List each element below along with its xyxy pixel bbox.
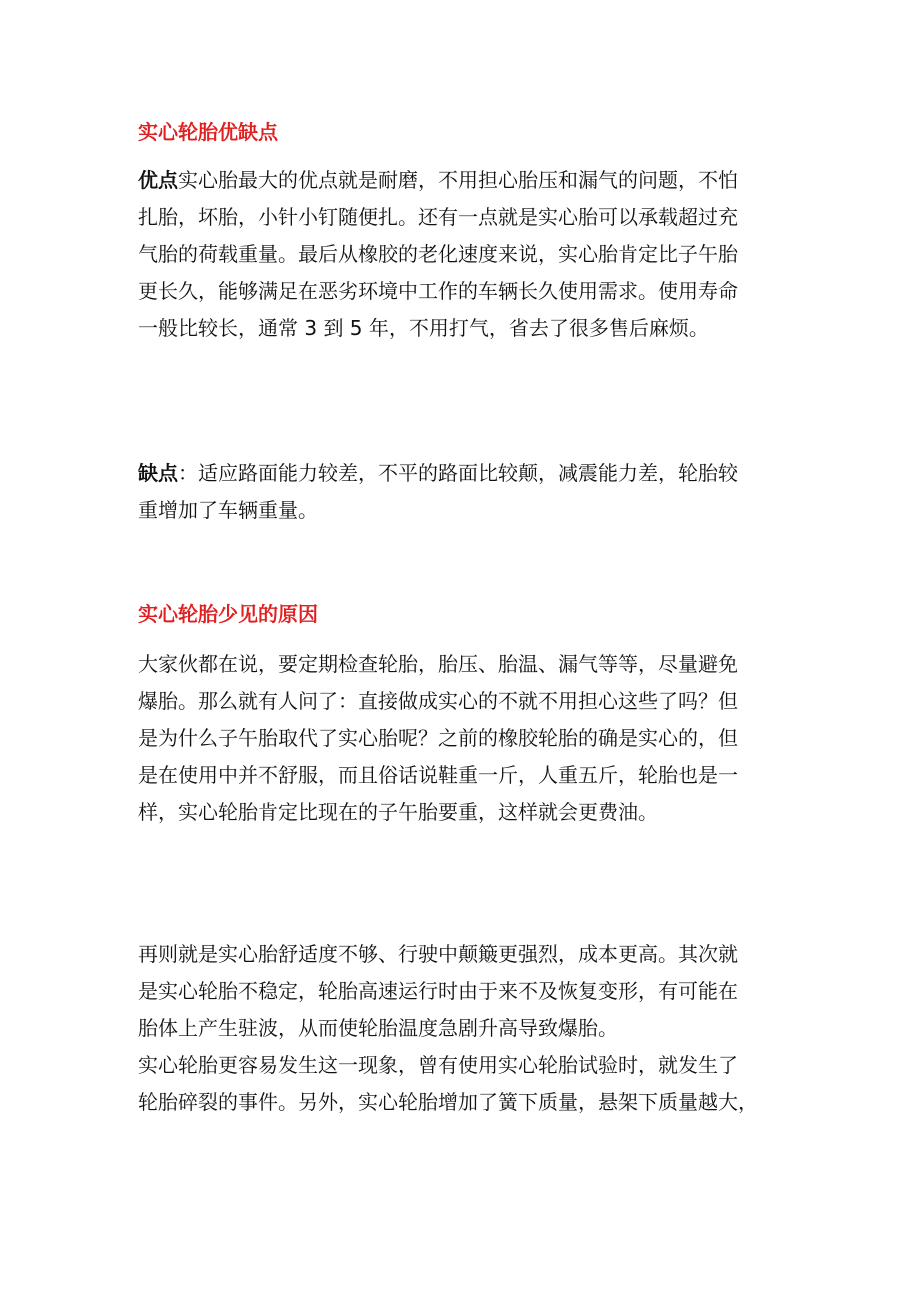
pros-line-4: 更长久，能够满足在恶劣环境中工作的车辆长久使用需求。使用寿命 bbox=[138, 279, 738, 303]
reasons-p1-line-4: 是在使用中并不舒服，而且俗话说鞋重一斤，人重五斤，轮胎也是一 bbox=[138, 763, 738, 787]
cons-lead: 缺点 bbox=[138, 461, 178, 485]
reasons-p2-line-4: 实心轮胎更容易发生这一现象，曾有使用实心轮胎试验时，就发生了 bbox=[138, 1053, 738, 1077]
reasons-p2-line-3: 胎体上产生驻波，从而使轮胎温度急剧升高导致爆胎。 bbox=[138, 1016, 618, 1040]
reasons-paragraph-1 bbox=[138, 646, 788, 831]
cons-paragraph bbox=[138, 455, 788, 529]
pros-line-2: 扎胎，坏胎，小针小钉随便扎。还有一点就是实心胎可以承载超过充 bbox=[138, 205, 738, 229]
pros-line-3: 气胎的荷载重量。最后从橡胶的老化速度来说，实心胎肯定比子午胎 bbox=[138, 242, 738, 266]
reasons-p2-line-5: 轮胎碎裂的事件。另外，实心轮胎增加了簧下质量，悬架下质量越大， bbox=[138, 1090, 758, 1114]
reasons-p1-line-3: 是为什么子午胎取代了实心胎呢？之前的橡胶轮胎的确是实心的，但 bbox=[138, 726, 738, 750]
cons-line-1-text: ：适应路面能力较差，不平的路面比较颠，减震能力差，轮胎较 bbox=[178, 461, 738, 485]
reasons-p1-line-2: 爆胎。那么就有人问了：直接做成实心的不就不用担心这些了吗？但 bbox=[138, 689, 738, 713]
section-heading-pros-cons: 实心轮胎优缺点 bbox=[138, 120, 278, 144]
reasons-p1-line-5: 样，实心轮胎肯定比现在的子午胎要重，这样就会更费油。 bbox=[138, 800, 658, 824]
section-heading-reasons: 实心轮胎少见的原因 bbox=[138, 602, 318, 626]
reasons-paragraph-2 bbox=[138, 936, 788, 1121]
pros-paragraph bbox=[138, 162, 788, 347]
reasons-p1-line-1: 大家伙都在说，要定期检查轮胎，胎压、胎温、漏气等等，尽量避免 bbox=[138, 652, 738, 676]
cons-line-2: 重增加了车辆重量。 bbox=[138, 498, 318, 522]
pros-lead: 优点 bbox=[138, 168, 178, 192]
pros-line-1 bbox=[138, 162, 788, 199]
reasons-p2-line-1: 再则就是实心胎舒适度不够、行驶中颠簸更强烈，成本更高。其次就 bbox=[138, 942, 738, 966]
cons-line-1 bbox=[138, 455, 788, 492]
pros-line-1-text: 实心胎最大的优点就是耐磨，不用担心胎压和漏气的问题，不怕 bbox=[178, 168, 738, 192]
reasons-p2-line-2: 是实心轮胎不稳定，轮胎高速运行时由于来不及恢复变形，有可能在 bbox=[138, 979, 738, 1003]
pros-line-5: 一般比较长，通常 3 到 5 年，不用打气，省去了很多售后麻烦。 bbox=[138, 316, 709, 340]
